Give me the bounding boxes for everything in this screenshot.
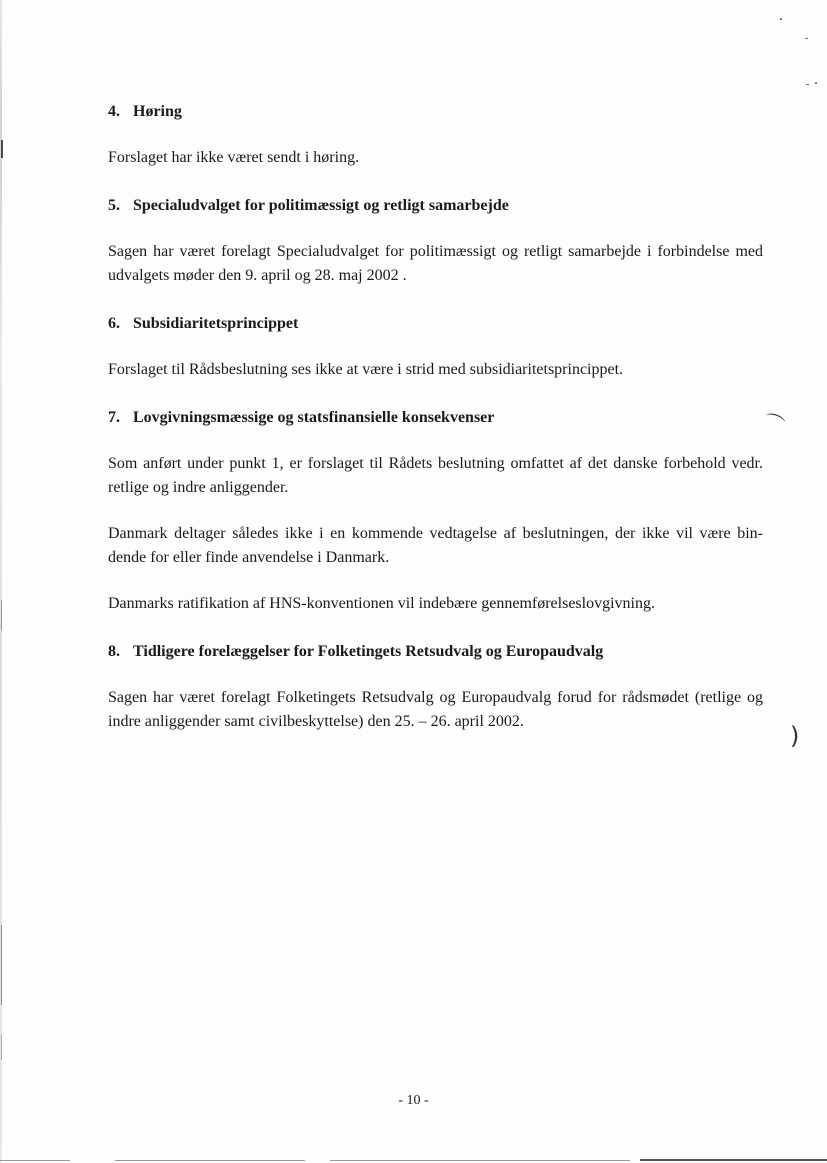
section-title: Specialudvalget for politimæssigt og retligt samarbejde: [133, 197, 509, 214]
section-paragraph: Forslaget har ikke været sendt i høring.: [108, 149, 360, 166]
scan-mark: [1, 1035, 2, 1060]
section-paragraph: Som anført under punkt 1, er forslaget til Rådets beslutning omfattet af det danske forbehold vedr. retlige og indre anliggender.: [108, 455, 763, 496]
scan-mark: [1, 600, 2, 630]
section-number: 7.: [108, 409, 120, 426]
section-heading: [108, 100, 763, 124]
scan-mark: [1, 140, 3, 158]
scan-speck: [806, 84, 809, 85]
section-heading: [108, 194, 763, 218]
section-number: 8.: [108, 643, 120, 660]
section-number: 4.: [108, 103, 120, 120]
scan-speck: [780, 18, 782, 20]
section-heading: [108, 406, 763, 430]
scan-mark: [1, 925, 2, 1005]
scan-edge-dash: [640, 1159, 827, 1161]
page-number: - 10 -: [398, 1093, 429, 1108]
section-paragraph: Danmarks ratifikation af HNS-konventionen vil indebære gennemførelseslovgivning.: [108, 595, 655, 612]
scan-speck: [805, 38, 808, 39]
section-title: Høring: [133, 103, 182, 120]
scan-hole-mark: ⌒: [759, 409, 787, 439]
section-paragraph: Sagen har været forelagt Folketingets Retsudvalg og Europaudvalg forud for rådsmødet (retlige og indre anliggender samt civilbeskyttelse) den 25. – 26. april 2002.: [108, 689, 763, 730]
scan-speck: [815, 82, 817, 84]
section-heading: [108, 640, 763, 664]
scan-edge-dash: [0, 1160, 70, 1161]
section-heading: [108, 312, 763, 336]
section-number: 6.: [108, 315, 120, 332]
scan-hole-mark: ): [790, 722, 800, 750]
section-paragraph: Forslaget til Rådsbeslutning ses ikke at være i strid med subsidiaritetsprincippet.: [108, 361, 624, 378]
section-paragraph: Danmark deltager således ikke i en kommende vedtagelse af beslutningen, der ikke vil være bin-dende for eller finde anvendelse i Danmark.: [108, 525, 763, 566]
scan-edge-dash: [115, 1160, 305, 1161]
scan-bottom-edge: [0, 1158, 827, 1163]
section-number: 5.: [108, 197, 120, 214]
section-title: Subsidiaritetsprincippet: [133, 315, 299, 332]
scan-edge-dash: [330, 1160, 630, 1161]
section-title: Tidligere forelæggelser for Folketingets Retsudvalg og Europaudvalg: [133, 643, 604, 660]
section-title: Lovgivningsmæssige og statsfinansielle konsekvenser: [133, 409, 495, 426]
document-body: [108, 100, 763, 734]
section-paragraph: Sagen har været forelagt Specialudvalget for politimæssigt og retligt samarbejde i forbindelse med udvalgets møder den 9. april og 28. maj 2002 .: [108, 243, 763, 284]
